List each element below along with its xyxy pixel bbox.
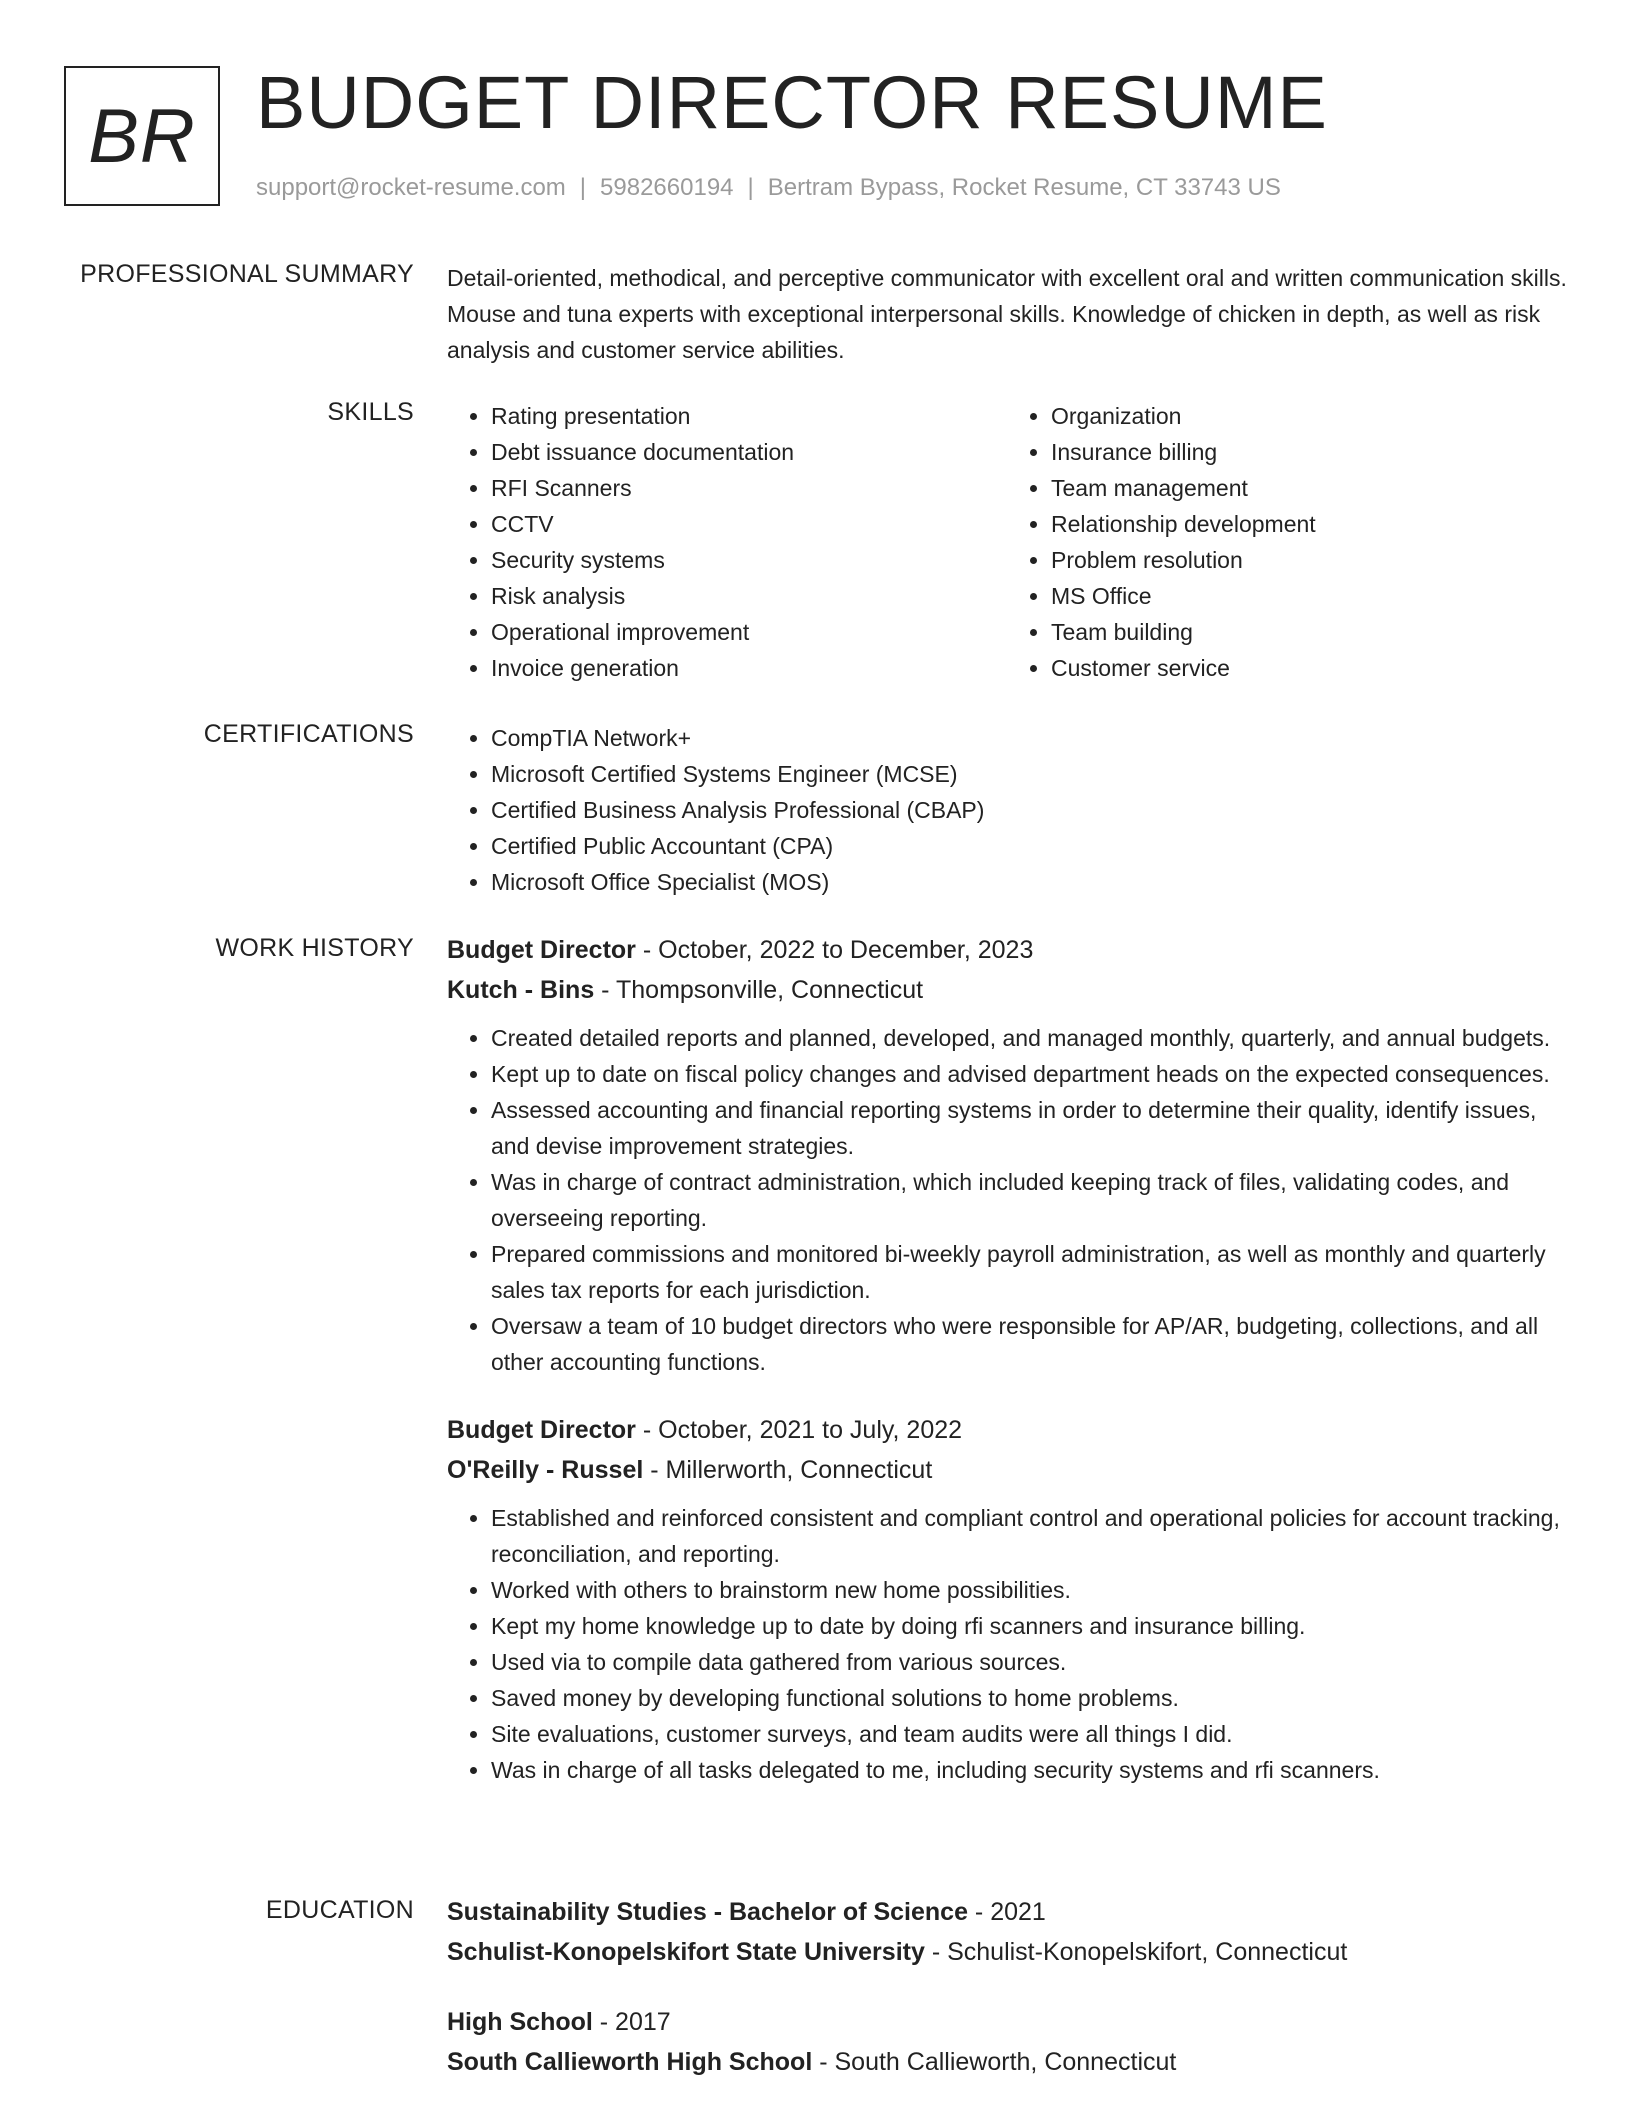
- education-degree-line: [447, 2002, 1567, 2042]
- skill-item: • Operational improvement: [491, 614, 1007, 650]
- job-bullet: • Site evaluations, customer surveys, and team audits were all things I did.: [491, 1716, 1567, 1752]
- certifications-body: [447, 720, 1567, 900]
- skill-item: • MS Office: [1051, 578, 1567, 614]
- certification-item: • Microsoft Certified Systems Engineer (MCSE): [491, 756, 1567, 792]
- job-bullet: • Established and reinforced consistent and compliant control and operational policies for account tracking, reconciliation, and reporting.: [491, 1500, 1567, 1572]
- skill-item: • Customer service: [1051, 650, 1567, 686]
- skill-item: • Insurance billing: [1051, 434, 1567, 470]
- section-heading-education: EDUCATION: [265, 1896, 414, 1924]
- job-title-line: [447, 1410, 1567, 1450]
- education-degree-line: [447, 1892, 1567, 1932]
- job-bullet: • Created detailed reports and planned, developed, and managed monthly, quarterly, and annual budgets.: [491, 1020, 1567, 1056]
- certification-item: • CompTIA Network+: [491, 720, 1567, 756]
- skills-list-right: [1007, 398, 1567, 686]
- education-school-line: [447, 1932, 1567, 1972]
- contact-separator: |: [579, 174, 587, 201]
- certification-item: • Microsoft Office Specialist (MOS): [491, 864, 1567, 900]
- skill-item: • Rating presentation: [491, 398, 1007, 434]
- job-dates: - October, 2021 to July, 2022: [635, 1416, 963, 1444]
- skill-item: • Team building: [1051, 614, 1567, 650]
- job-location: - Thompsonville, Connecticut: [594, 976, 924, 1004]
- education-year: - 2021: [967, 1898, 1046, 1926]
- job-company: Kutch - Bins: [447, 976, 595, 1004]
- job-bullet: • Worked with others to brainstorm new home possibilities.: [491, 1572, 1567, 1608]
- job-company: O'Reilly - Russel: [447, 1456, 644, 1484]
- job-entry: [447, 930, 1567, 1380]
- skill-item: • Problem resolution: [1051, 542, 1567, 578]
- skill-item: • CCTV: [491, 506, 1007, 542]
- skill-item: • Debt issuance documentation: [491, 434, 1007, 470]
- section-heading-certifications: CERTIFICATIONS: [203, 720, 414, 748]
- job-bullet: • Was in charge of all tasks delegated to me, including security systems and rfi scanners.: [491, 1752, 1567, 1788]
- job-title: Budget Director: [447, 936, 636, 964]
- skill-item: • Team management: [1051, 470, 1567, 506]
- job-bullets: [447, 1500, 1567, 1788]
- contact-line: [256, 174, 1281, 202]
- page-title: BUDGET DIRECTOR RESUME: [256, 61, 1328, 144]
- job-company-line: [447, 1450, 1567, 1490]
- education-school-line: [447, 2042, 1567, 2082]
- certification-item: • Certified Business Analysis Professional (CBAP): [491, 792, 1567, 828]
- education-school: Schulist-Konopelskifort State University: [447, 1938, 925, 1966]
- job-bullet: • Assessed accounting and financial reporting systems in order to determine their quality, identify issues, and devise improvement strategies.: [491, 1092, 1567, 1164]
- education-school: South Callieworth High School: [447, 2048, 813, 2076]
- contact-email: support@rocket-resume.com: [256, 174, 566, 201]
- education-degree: High School: [447, 2008, 593, 2036]
- education-entry: [447, 1892, 1567, 1972]
- job-bullet: • Prepared commissions and monitored bi-weekly payroll administration, as well as monthly and quarterly sales tax reports for each jurisdiction.: [491, 1236, 1567, 1308]
- education-entry: [447, 2002, 1567, 2082]
- job-title-line: [447, 930, 1567, 970]
- education-degree: Sustainability Studies - Bachelor of Science: [447, 1898, 968, 1926]
- job-bullet: • Oversaw a team of 10 budget directors who were responsible for AP/AR, budgeting, collections, and all other accounting functions.: [491, 1308, 1567, 1380]
- job-bullet: • Kept up to date on fiscal policy changes and advised department heads on the expected consequences.: [491, 1056, 1567, 1092]
- skill-item: • Security systems: [491, 542, 1007, 578]
- education-location: - Schulist-Konopelskifort, Connecticut: [924, 1938, 1348, 1966]
- section-heading-summary: PROFESSIONAL SUMMARY: [80, 260, 414, 288]
- certification-item: • Certified Public Accountant (CPA): [491, 828, 1567, 864]
- job-bullet: • Used via to compile data gathered from various sources.: [491, 1644, 1567, 1680]
- job-location: - Millerworth, Connecticut: [643, 1456, 933, 1484]
- section-heading-skills: SKILLS: [327, 398, 414, 426]
- skill-item: • RFI Scanners: [491, 470, 1007, 506]
- job-company-line: [447, 970, 1567, 1010]
- job-bullet: • Was in charge of contract administration, which included keeping track of files, validating codes, and overseeing reporting.: [491, 1164, 1567, 1236]
- summary-body: [447, 260, 1567, 368]
- certifications-list: [447, 720, 1567, 900]
- job-bullets: [447, 1020, 1567, 1380]
- job-bullet: • Kept my home knowledge up to date by doing rfi scanners and insurance billing.: [491, 1608, 1567, 1644]
- monogram-logo: BR: [64, 66, 220, 206]
- contact-separator: |: [747, 174, 754, 201]
- job-bullet: • Saved money by developing functional solutions to home problems.: [491, 1680, 1567, 1716]
- resume-header: [64, 61, 1564, 216]
- skill-item: • Relationship development: [1051, 506, 1567, 542]
- section-heading-work-history: WORK HISTORY: [215, 934, 414, 962]
- contact-phone: 5982660194: [600, 174, 734, 201]
- skills-list-left: [447, 398, 1007, 686]
- skills-columns: [447, 398, 1567, 686]
- job-title: Budget Director: [447, 1416, 636, 1444]
- skill-item: • Invoice generation: [491, 650, 1007, 686]
- summary-text: Detail-oriented, methodical, and perceptive communicator with excellent oral and written communication skills. Mouse and tuna experts with exceptional interpersonal skills. Knowledge of chicken in depth, as well as risk analysis and customer service abilities.: [447, 265, 1567, 363]
- skill-item: • Risk analysis: [491, 578, 1007, 614]
- education-body: [447, 1892, 1567, 2082]
- skills-body: [447, 398, 1567, 686]
- work-history-body: [447, 930, 1567, 1788]
- contact-address: Bertram Bypass, Rocket Resume, CT 33743 US: [767, 174, 1281, 201]
- skill-item: • Organization: [1051, 398, 1567, 434]
- education-location: - South Callieworth, Connecticut: [812, 2048, 1177, 2076]
- job-dates: - October, 2022 to December, 2023: [635, 936, 1034, 964]
- job-entry: [447, 1410, 1567, 1788]
- education-year: - 2017: [592, 2008, 671, 2036]
